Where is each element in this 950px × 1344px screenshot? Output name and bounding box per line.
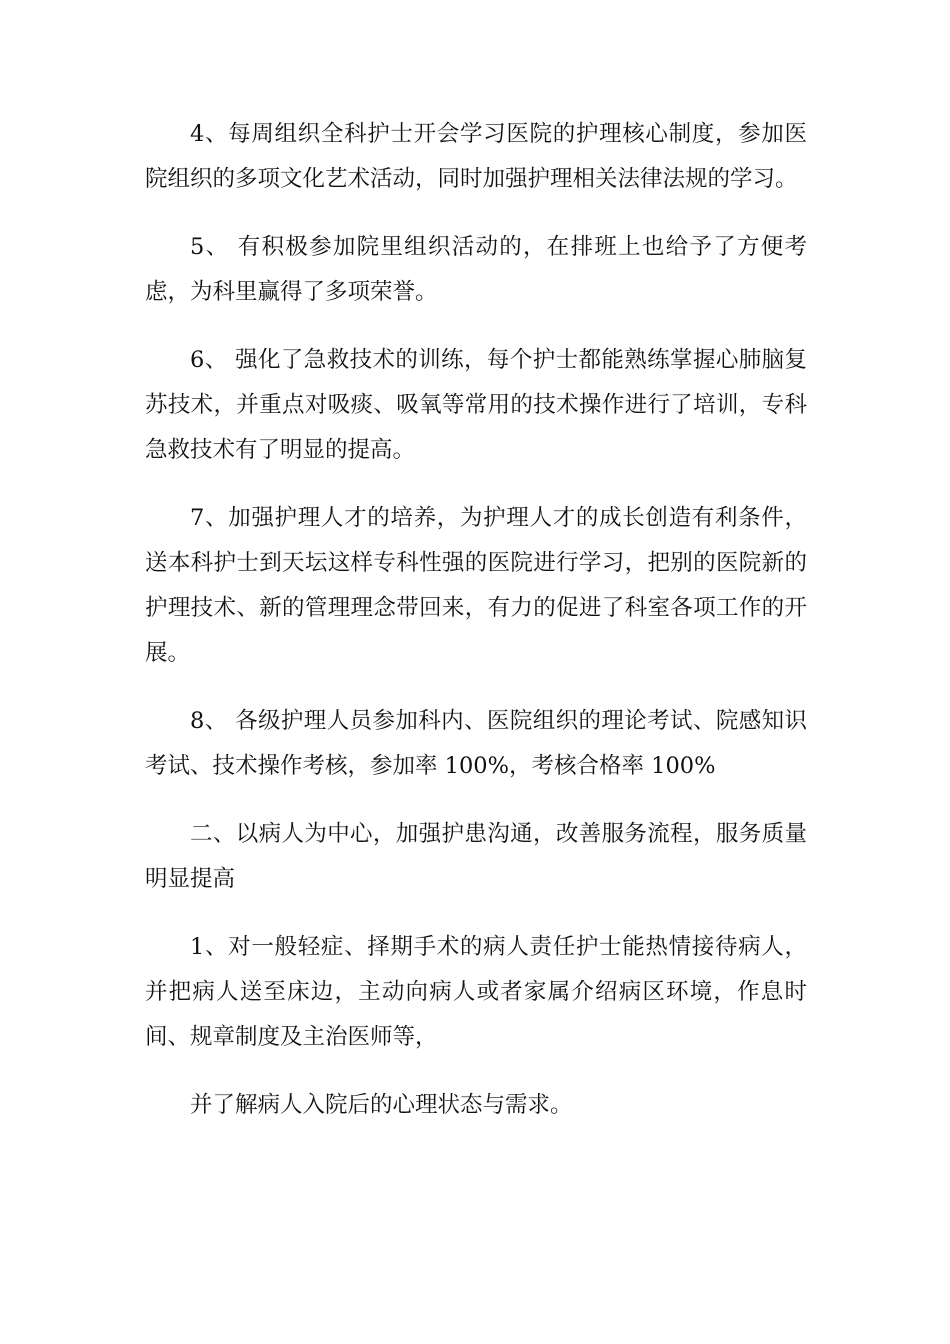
document-page <box>145 112 807 1151</box>
paragraph-continuation: 并了解病人入院后的心理状态与需求。 <box>190 1092 573 1118</box>
paragraph-item-8: 8、 各级护理人员参加科内、医院组织的理论考试、院感知识考试、技术操作考核，参加率 100%，考核合格率 100% <box>145 708 807 779</box>
paragraph-item-1: 1、对一般轻症、择期手术的病人责任护士能热情接待病人，并把病人送至床边，主动向病人或者家属介绍病区环境，作息时间、规章制度及主治医师等， <box>145 934 807 1050</box>
paragraph-item-4: 4、每周组织全科护士开会学习医院的护理核心制度，参加医院组织的多项文化艺术活动，同时加强护理相关法律法规的学习。 <box>145 121 807 192</box>
paragraph-item-6: 6、 强化了急救技术的训练，每个护士都能熟练掌握心肺脑复苏技术，并重点对吸痰、吸氧等常用的技术操作进行了培训，专科急救技术有了明显的提高。 <box>145 347 807 463</box>
paragraph-item-7: 7、加强护理人才的培养，为护理人才的成长创造有利条件，送本科护士到天坛这样专科性强的医院进行学习，把别的医院新的护理技术、新的管理理念带回来，有力的促进了科室各项工作的开展。 <box>145 505 807 666</box>
section-heading-2: 二、以病人为中心，加强护患沟通，改善服务流程，服务质量明显提高 <box>145 821 807 892</box>
paragraph-item-5: 5、 有积极参加院里组织活动的，在排班上也给予了方便考虑，为科里赢得了多项荣誉。 <box>145 234 807 305</box>
